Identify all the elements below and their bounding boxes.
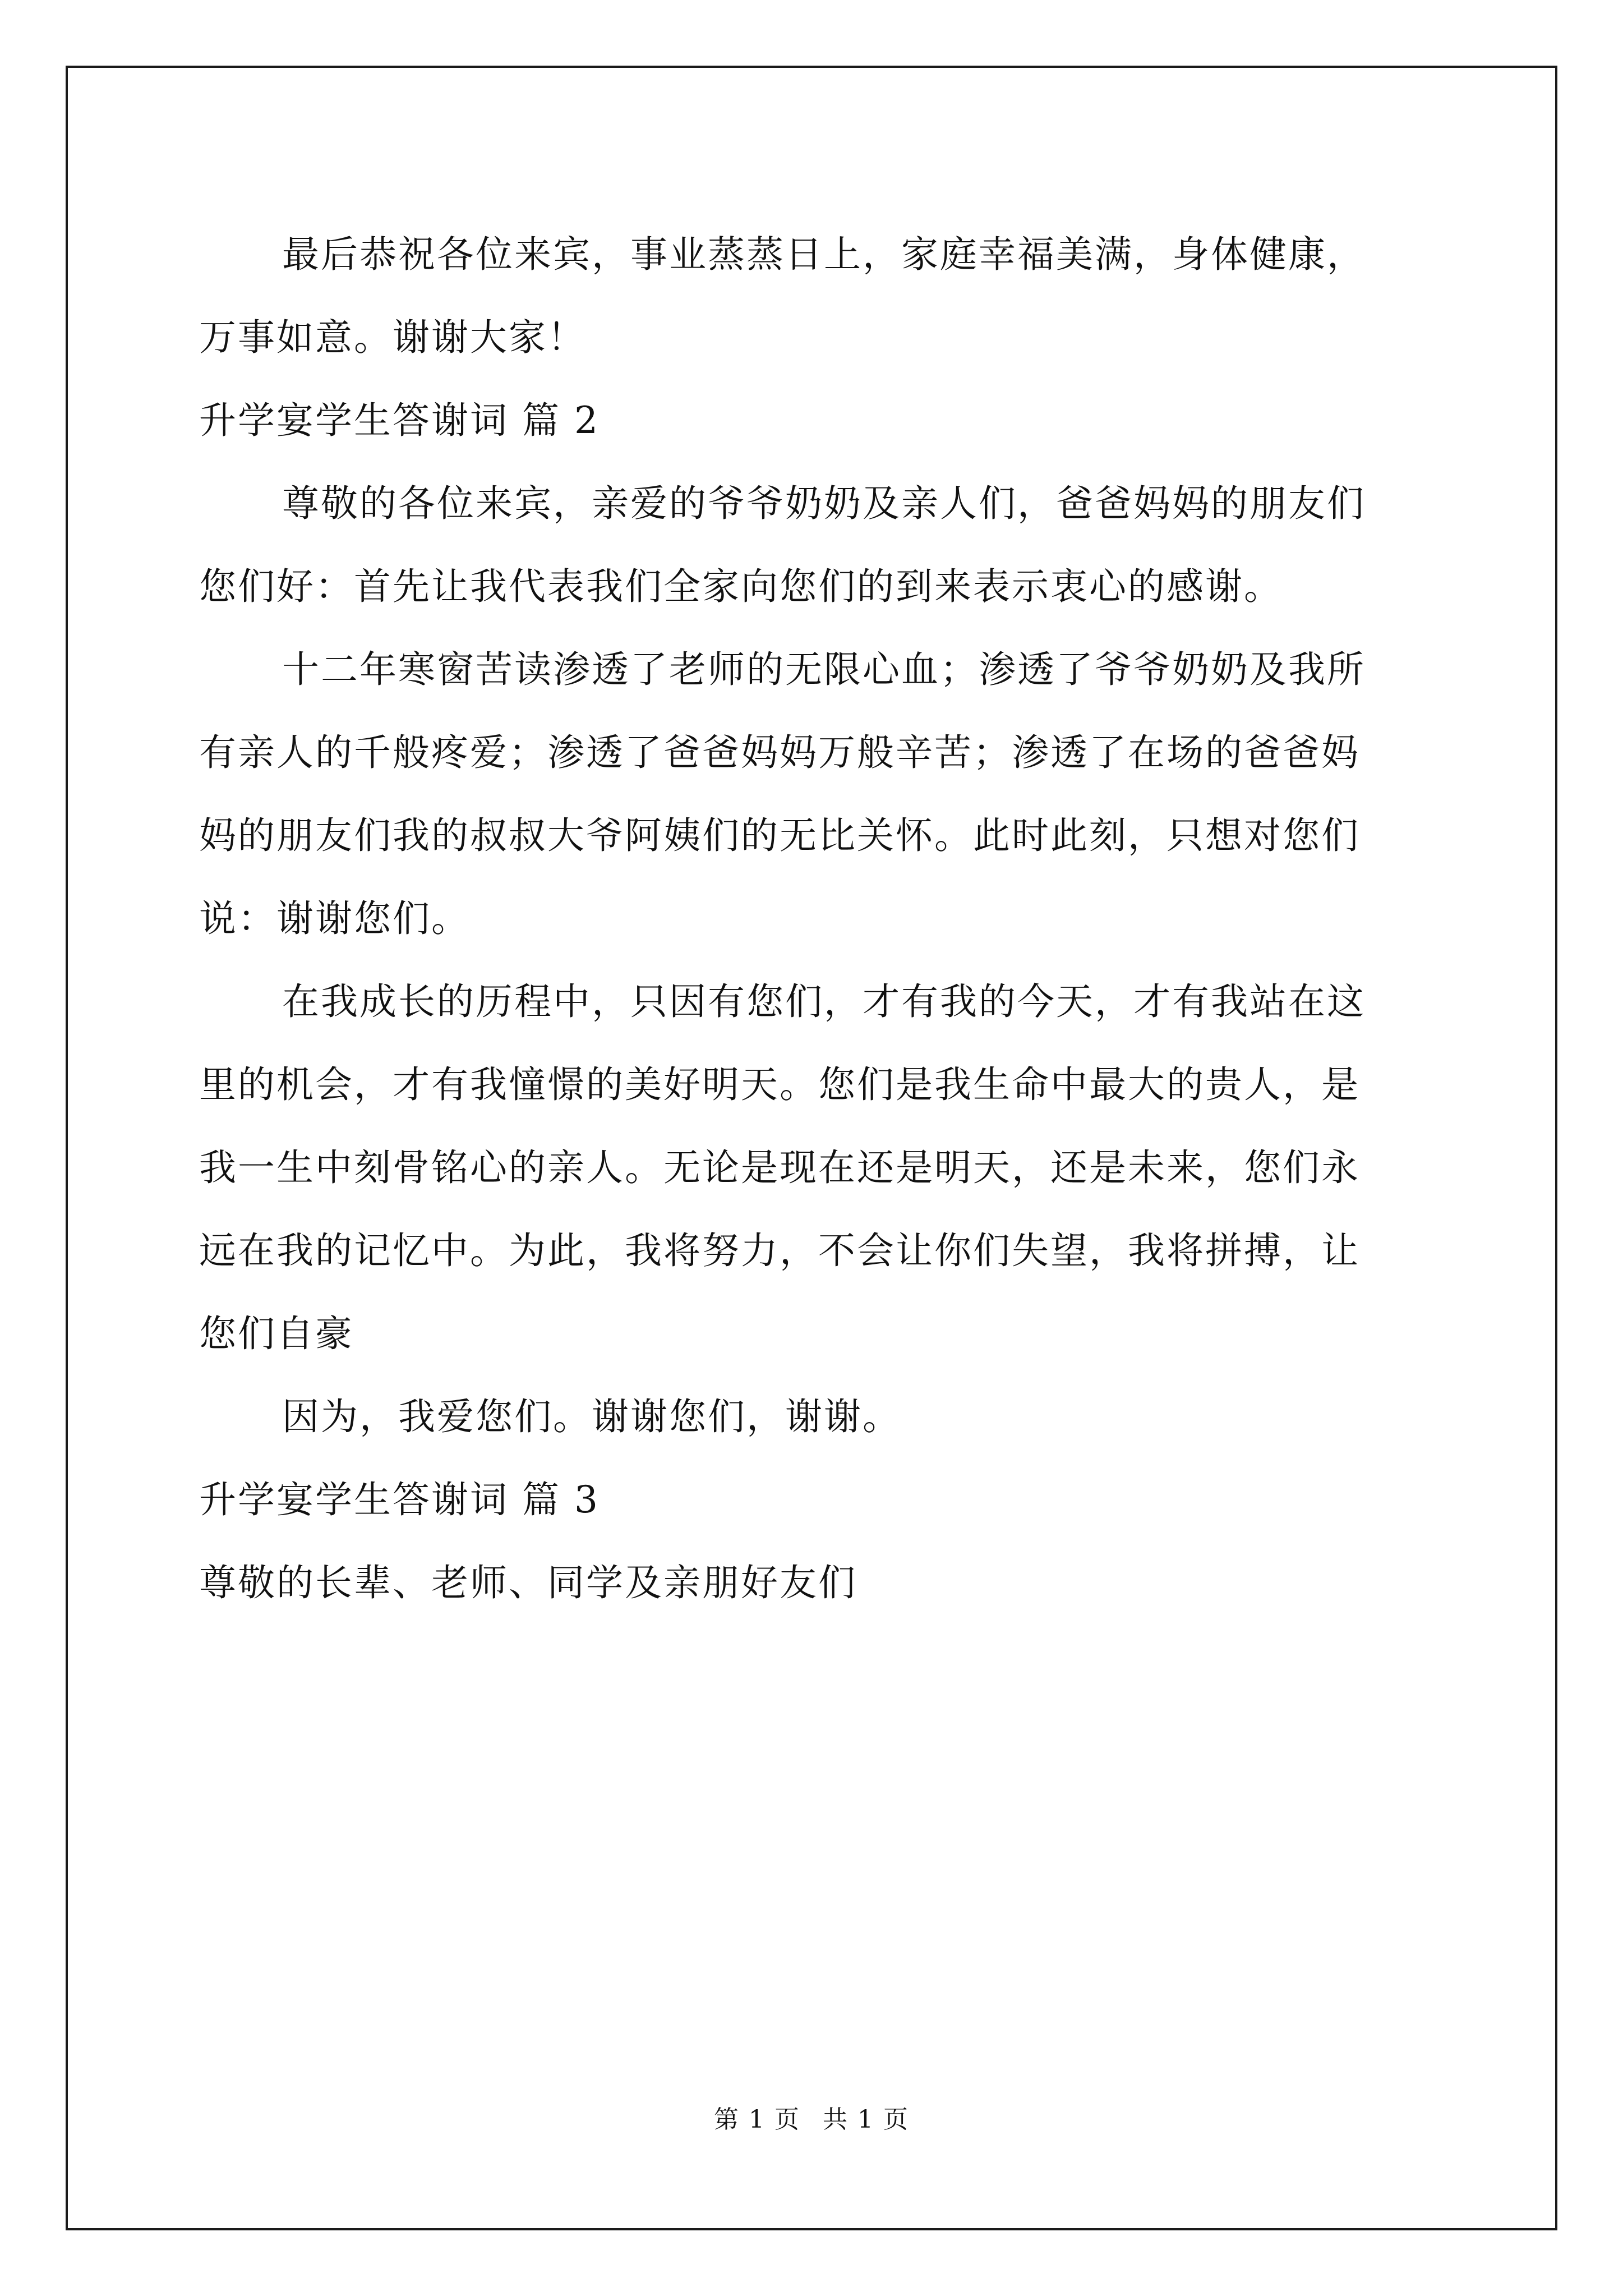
- text-line: 您们自豪: [199, 1312, 354, 1355]
- paragraph-gratitude: [199, 628, 1422, 960]
- text-line: 说：谢谢您们。: [199, 897, 470, 940]
- text-line: 万事如意。谢谢大家！: [199, 316, 586, 359]
- text-line: 在我成长的历程中，只因有您们，才有我的今天，才有我站在这: [282, 980, 1366, 1023]
- page-number: 第 1 页: [714, 2105, 800, 2134]
- text-line: 尊敬的各位来宾，亲爱的爷爷奶奶及亲人们，爸爸妈妈的朋友们: [282, 482, 1366, 525]
- section-title: 升学宴学生答谢词 篇 2: [199, 399, 600, 442]
- paragraph-closing-wishes: [199, 213, 1422, 379]
- section-heading-3: [199, 1458, 1422, 1542]
- section-heading-2: [199, 379, 1422, 462]
- text-line: 因为，我爱您们。谢谢您们，谢谢。: [282, 1395, 901, 1438]
- paragraph-salutation: [199, 1542, 1422, 1625]
- paragraph-growth: [199, 960, 1422, 1375]
- page-footer: [0, 2099, 1623, 2135]
- text-line: 尊敬的长辈、老师、同学及亲朋好友们: [199, 1561, 857, 1604]
- text-line: 您们好：首先让我代表我们全家向您们的到来表示衷心的感谢。: [199, 565, 1283, 608]
- text-line: 十二年寒窗苦读渗透了老师的无限心血；渗透了爷爷奶奶及我所: [282, 648, 1366, 691]
- paragraph-greeting: [199, 462, 1422, 628]
- text-line: 我一生中刻骨铭心的亲人。无论是现在还是明天，还是未来，您们永: [199, 1146, 1360, 1189]
- text-line: 远在我的记忆中。为此，我将努力，不会让你们失望，我将拼搏，让: [199, 1229, 1360, 1272]
- text-line: 有亲人的千般疼爱；渗透了爸爸妈妈万般辛苦；渗透了在场的爸爸妈: [199, 731, 1360, 774]
- page-total: 共 1 页: [823, 2105, 909, 2134]
- text-line: 妈的朋友们我的叔叔大爷阿姨们的无比关怀。此时此刻，只想对您们: [199, 814, 1360, 857]
- paragraph-thanks: [199, 1375, 1422, 1458]
- section-title: 升学宴学生答谢词 篇 3: [199, 1478, 600, 1521]
- text-line: 最后恭祝各位来宾，事业蒸蒸日上，家庭幸福美满，身体健康，: [282, 233, 1366, 276]
- text-line: 里的机会，才有我憧憬的美好明天。您们是我生命中最大的贵人，是: [199, 1063, 1360, 1106]
- document-body: [199, 213, 1422, 1625]
